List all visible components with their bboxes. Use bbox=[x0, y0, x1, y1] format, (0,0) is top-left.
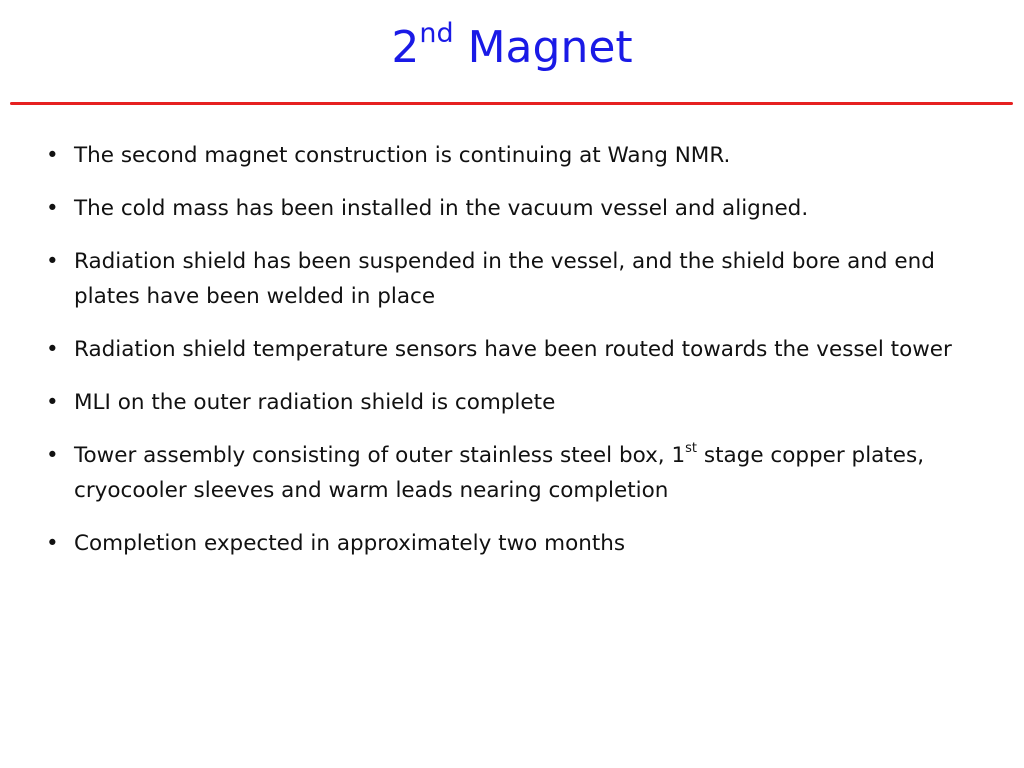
bullet-dot: • bbox=[46, 143, 59, 168]
title-divider bbox=[10, 102, 1013, 105]
bullet-list bbox=[44, 138, 994, 579]
bullet-dot: • bbox=[46, 337, 59, 362]
bullet-text-before: Tower assembly consisting of outer stainless steel box, 1 bbox=[74, 443, 686, 468]
bullet-item bbox=[44, 385, 994, 420]
bullet-item bbox=[44, 526, 994, 561]
title-word: Magnet bbox=[467, 22, 633, 73]
bullet-item bbox=[44, 191, 994, 226]
bullet-item bbox=[44, 244, 994, 314]
bullet-text: Radiation shield has been suspended in the vessel, and the shield bore and end plates have been welded in place bbox=[74, 249, 935, 309]
bullet-text: The second magnet construction is continuing at Wang NMR. bbox=[74, 143, 731, 168]
bullet-item bbox=[44, 138, 994, 173]
title-number: 2 bbox=[391, 22, 420, 73]
bullet-item bbox=[44, 438, 994, 508]
bullet-text-after: stage copper plates, cryocooler sleeves and warm leads nearing completion bbox=[74, 443, 925, 503]
bullet-dot: • bbox=[46, 390, 59, 415]
bullet-dot: • bbox=[46, 196, 59, 221]
bullet-dot: • bbox=[46, 249, 59, 274]
bullet-text: Completion expected in approximately two months bbox=[74, 531, 626, 556]
bullet-dot: • bbox=[46, 531, 59, 556]
bullet-text: Radiation shield temperature sensors have been routed towards the vessel tower bbox=[74, 337, 952, 362]
bullet-item bbox=[44, 332, 994, 367]
slide-title: 2nd Magnet bbox=[391, 18, 633, 73]
bullet-text: MLI on the outer radiation shield is complete bbox=[74, 390, 556, 415]
bullet-ordinal-suffix: st bbox=[685, 440, 698, 456]
bullet-dot: • bbox=[46, 443, 59, 468]
bullet-text: The cold mass has been installed in the vacuum vessel and aligned. bbox=[74, 196, 809, 221]
